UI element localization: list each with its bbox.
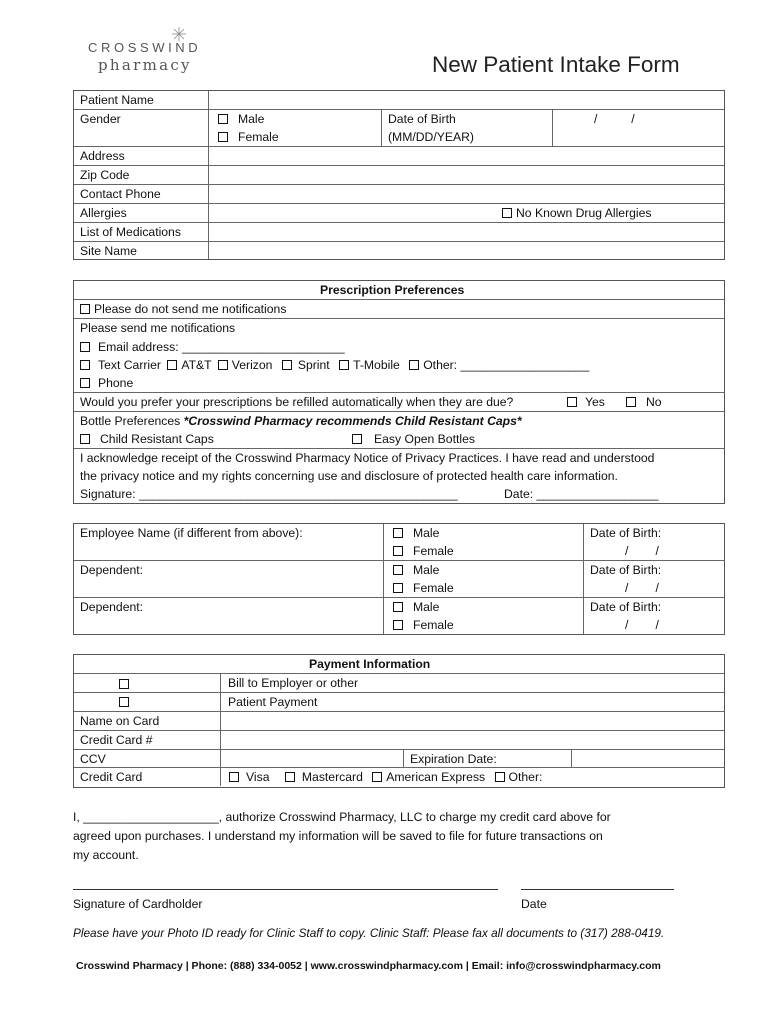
cardholder-date-line[interactable]: [521, 889, 674, 890]
patient-name-label: Patient Name: [80, 93, 154, 107]
address-label: Address: [80, 149, 125, 163]
patient-payment-checkbox[interactable]: [119, 697, 129, 707]
text-notification-row: Text Carrier AT&T Verizon Sprint T-Mobile Other: ___________________: [80, 358, 589, 373]
employee-male-option[interactable]: Male: [393, 526, 439, 541]
allergies-label: Allergies: [80, 206, 127, 220]
checkbox-icon[interactable]: [282, 360, 292, 370]
checkbox-icon[interactable]: [393, 583, 403, 593]
dependent-2-dob-field[interactable]: / /: [625, 618, 659, 632]
checkbox-icon[interactable]: [80, 342, 90, 352]
site-label: Site Name: [80, 244, 137, 258]
phone-label: Contact Phone: [80, 187, 161, 201]
card-type-options: Visa Mastercard American Express Other:: [229, 770, 542, 785]
checkbox-icon[interactable]: [218, 132, 228, 142]
privacy-ack-line2: the privacy notice and my rights concerning use and disclosure of protected health care information.: [80, 469, 618, 483]
dependent-1-dob-label: Date of Birth:: [590, 563, 662, 577]
phone-field[interactable]: [210, 186, 722, 202]
patient-payment-label: Patient Payment: [228, 695, 318, 709]
gender-male-option[interactable]: Male: [218, 112, 264, 127]
checkbox-icon[interactable]: [502, 208, 512, 218]
checkbox-icon[interactable]: [285, 772, 295, 782]
logo-text-crosswind: CROSSWIND: [88, 40, 202, 55]
checkbox-icon[interactable]: [393, 602, 403, 612]
easy-open-option[interactable]: Easy Open Bottles: [352, 432, 475, 447]
checkbox-icon[interactable]: [393, 620, 403, 630]
checkbox-icon[interactable]: [80, 360, 90, 370]
gender-female-option[interactable]: Female: [218, 130, 279, 145]
logo-text-pharmacy: pharmacy: [98, 56, 192, 74]
checkbox-icon[interactable]: [218, 360, 228, 370]
child-resistant-option[interactable]: Child Resistant Caps: [80, 432, 214, 447]
dependent-1-label: Dependent:: [80, 563, 144, 577]
employee-female-option[interactable]: Female: [393, 544, 454, 559]
checkbox-icon[interactable]: [339, 360, 349, 370]
cardholder-signature-label: Signature of Cardholder: [73, 897, 203, 911]
dob-field[interactable]: / /: [594, 112, 635, 126]
page-title: New Patient Intake Form: [432, 52, 680, 77]
authorization-line1: I, ____________________, authorize Crosswind Pharmacy, LLC to charge my credit card above for: [73, 810, 611, 824]
checkbox-icon[interactable]: [218, 114, 228, 124]
auto-refill-question: Would you prefer your prescriptions be refilled automatically when they are due?: [80, 395, 514, 409]
dependent-2-male-option[interactable]: Male: [393, 600, 439, 615]
name-on-card-field[interactable]: [222, 713, 722, 729]
checkbox-icon[interactable]: [495, 772, 505, 782]
medications-label: List of Medications: [80, 225, 181, 239]
expiration-field[interactable]: [573, 751, 722, 766]
employee-name-label: Employee Name (if different from above):: [80, 526, 303, 540]
credit-card-type-label: Credit Card: [80, 770, 143, 784]
dependent-2-dob-label: Date of Birth:: [590, 600, 662, 614]
phone-notification-option[interactable]: Phone: [80, 376, 133, 391]
checkbox-icon[interactable]: [393, 565, 403, 575]
checkbox-icon[interactable]: [626, 397, 636, 407]
site-field[interactable]: [210, 243, 722, 258]
medications-field[interactable]: [210, 224, 722, 240]
address-field[interactable]: [210, 148, 722, 164]
cardholder-date-label: Date: [521, 897, 547, 911]
privacy-date-field[interactable]: Date: __________________: [504, 487, 659, 501]
dependent-1-female-option[interactable]: Female: [393, 581, 454, 596]
dependent-2-female-option[interactable]: Female: [393, 618, 454, 633]
cardholder-signature-line[interactable]: [73, 889, 498, 890]
checkbox-icon[interactable]: [409, 360, 419, 370]
auto-refill-no-option[interactable]: No: [626, 395, 662, 410]
ccv-field[interactable]: [222, 751, 402, 766]
privacy-ack-line1: I acknowledge receipt of the Crosswind Pharmacy Notice of Privacy Practices. I have read and understood: [80, 451, 655, 465]
checkbox-icon[interactable]: [372, 772, 382, 782]
gender-label: Gender: [80, 112, 121, 126]
patient-name-field[interactable]: [210, 92, 722, 108]
email-notification-option[interactable]: Email address: ________________________: [80, 340, 345, 355]
logo-star-icon: [171, 26, 187, 42]
ccv-label: CCV: [80, 752, 106, 766]
checkbox-icon[interactable]: [80, 434, 90, 444]
bottle-preferences-label: Bottle Preferences *Crosswind Pharmacy recommends Child Resistant Caps*: [80, 414, 522, 428]
dependent-2-label: Dependent:: [80, 600, 144, 614]
checkbox-icon[interactable]: [229, 772, 239, 782]
auto-refill-yes-option[interactable]: Yes: [567, 395, 605, 410]
privacy-signature-field[interactable]: Signature: _______________________________________________: [80, 487, 458, 501]
send-notifications-label: Please send me notifications: [80, 321, 236, 335]
dob-label: Date of Birth: [388, 112, 456, 126]
authorization-line2: agreed upon purchases. I understand my information will be saved to file for future transactions on: [73, 829, 603, 843]
nkda-option[interactable]: No Known Drug Allergies: [502, 206, 651, 221]
footer-contact: Crosswind Pharmacy | Phone: (888) 334-0052 | www.crosswindpharmacy.com | Email: info@crosswindpharmacy.com: [76, 960, 661, 972]
prescription-section-title: Prescription Preferences: [320, 283, 465, 297]
dependent-1-dob-field[interactable]: / /: [625, 581, 659, 595]
checkbox-icon[interactable]: [80, 304, 90, 314]
bill-employer-label: Bill to Employer or other: [228, 676, 359, 690]
name-on-card-label: Name on Card: [80, 714, 160, 728]
authorization-line3: my account.: [73, 848, 139, 862]
dependent-1-male-option[interactable]: Male: [393, 563, 439, 578]
photo-id-note: Please have your Photo ID ready for Clinic Staff to copy. Clinic Staff: Please fax all documents to (317) 288-0419.: [73, 926, 665, 940]
employee-dob-field[interactable]: / /: [625, 544, 659, 558]
no-notifications-option[interactable]: Please do not send me notifications: [80, 302, 286, 317]
checkbox-icon[interactable]: [167, 360, 177, 370]
expiration-label: Expiration Date:: [410, 752, 497, 766]
zip-label: Zip Code: [80, 168, 130, 182]
zip-field[interactable]: [210, 167, 722, 183]
checkbox-icon[interactable]: [393, 528, 403, 538]
checkbox-icon[interactable]: [352, 434, 362, 444]
checkbox-icon[interactable]: [393, 546, 403, 556]
card-number-field[interactable]: [222, 732, 722, 748]
checkbox-icon[interactable]: [567, 397, 577, 407]
checkbox-icon[interactable]: [80, 378, 90, 388]
employee-dob-label: Date of Birth:: [590, 526, 662, 540]
card-number-label: Credit Card #: [80, 733, 153, 747]
payment-section-title: Payment Information: [309, 657, 431, 671]
dob-format-label: (MM/DD/YEAR): [388, 130, 474, 144]
bill-employer-checkbox[interactable]: [119, 679, 129, 689]
